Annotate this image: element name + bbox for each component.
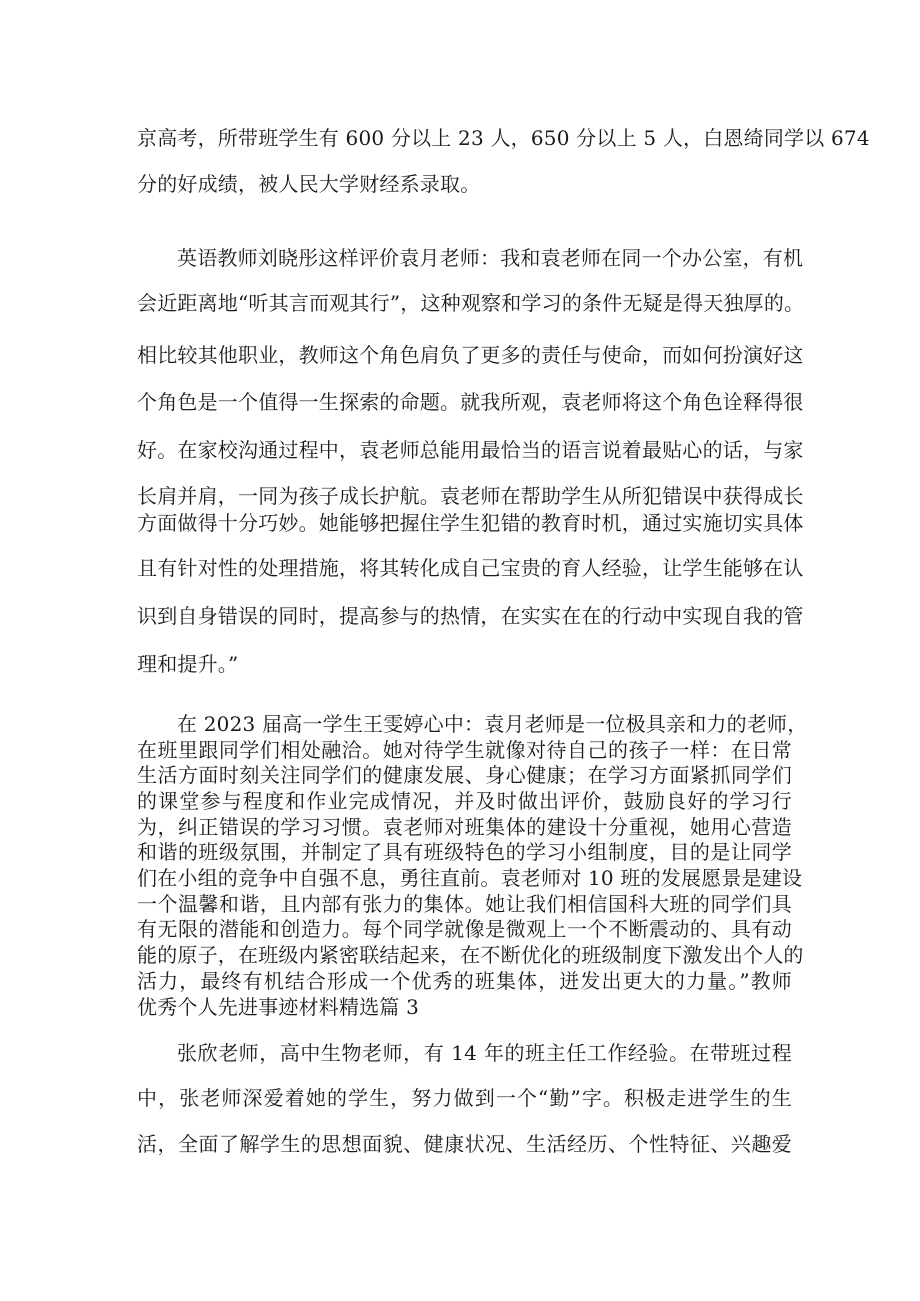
paragraph-3-line-7: 们在小组的竞争中自强不息，勇往直前。袁老师对 10 班的发展愿景是建设 <box>137 866 803 890</box>
paragraph-2-line-1: 英语教师刘晓彤这样评价袁月老师：我和袁老师在同一个办公室，有机 <box>177 246 804 270</box>
paragraph-3-line-11: 活力，最终有机结合形成一个优秀的班集体，迸发出更大的力量。”教师 <box>137 969 792 993</box>
paragraph-3-line-5: 为，纠正错误的学习习惯。袁老师对班集体的建设十分重视，她用心营造 <box>137 815 792 839</box>
paragraph-2-line-3: 相比较其他职业，教师这个角色肩负了更多的责任与使命，而如何扮演好这 <box>137 343 804 367</box>
paragraph-3-line-10: 能的原子，在班级内紧密联结起来，在不断优化的班级制度下激发出个人的 <box>137 943 804 967</box>
paragraph-4-line-1: 张欣老师，高中生物老师，有 14 年的班主任工作经验。在带班过程 <box>177 1041 792 1065</box>
paragraph-2-line-10: 理和提升。” <box>137 652 239 676</box>
paragraph-3-line-8: 一个温馨和谐，且内部有张力的集体。她让我们相信国科大班的同学们具 <box>137 892 792 916</box>
paragraph-2-line-5: 好。在家校沟通过程中，袁老师总能用最恰当的语言说着最贴心的话，与家 <box>137 438 804 462</box>
paragraph-3-line-1: 在 2023 届高一学生王雯婷心中：袁月老师是一位极具亲和力的老师， <box>177 712 808 736</box>
paragraph-3-line-3: 生活方面时刻关注同学们的健康发展、身心健康；在学习方面紧抓同学们 <box>137 763 792 787</box>
paragraph-4-line-3: 活，全面了解学生的思想面貌、健康状况、生活经历、个性特征、兴趣爱 <box>137 1132 792 1156</box>
paragraph-3-line-6: 和谐的班级氛围，并制定了具有班级特色的学习小组制度，目的是让同学 <box>137 840 792 864</box>
paragraph-2-line-7: 方面做得十分巧妙。她能够把握住学生犯错的教育时机，通过实施切实具体 <box>137 511 804 535</box>
paragraph-3-line-9: 有无限的潜能和创造力。每个同学就像是微观上一个不断震动的、具有动 <box>137 917 792 941</box>
paragraph-4-line-2: 中，张老师深爱着她的学生，努力做到一个“勤”字。积极走进学生的生 <box>137 1086 792 1110</box>
paragraph-2-line-6: 长肩并肩，一同为孩子成长护航。袁老师在帮助学生从所犯错误中获得成长 <box>137 484 804 508</box>
paragraph-2-line-4: 个角色是一个值得一生探索的命题。就我所观，袁老师将这个角色诠释得很 <box>137 390 804 414</box>
paragraph-2-line-8: 且有针对性的处理措施，将其转化成自己宝贵的育人经验，让学生能够在认 <box>137 556 804 580</box>
paragraph-3-line-4: 的课堂参与程度和作业完成情况，并及时做出评价，鼓励良好的学习行 <box>137 789 792 813</box>
paragraph-3-line-12: 优秀个人先进事迹材料精选篇 3 <box>137 995 420 1019</box>
paragraph-3-line-2: 在班里跟同学们相处融洽。她对待学生就像对待自己的孩子一样：在日常 <box>137 738 792 762</box>
paragraph-2-line-9: 识到自身错误的同时，提高参与的热情，在实实在在的行动中实现自我的管 <box>137 604 804 628</box>
paragraph-1-line-2: 分的好成绩，被人民大学财经系录取。 <box>137 172 481 196</box>
paragraph-2-line-2: 会近距离地“听其言而观其行”，这种观察和学习的条件无疑是得天独厚的。 <box>137 291 805 315</box>
paragraph-1-line-1: 京高考，所带班学生有 600 分以上 23 人，650 分以上 5 人，白恩绮同学以 674 <box>137 126 870 150</box>
